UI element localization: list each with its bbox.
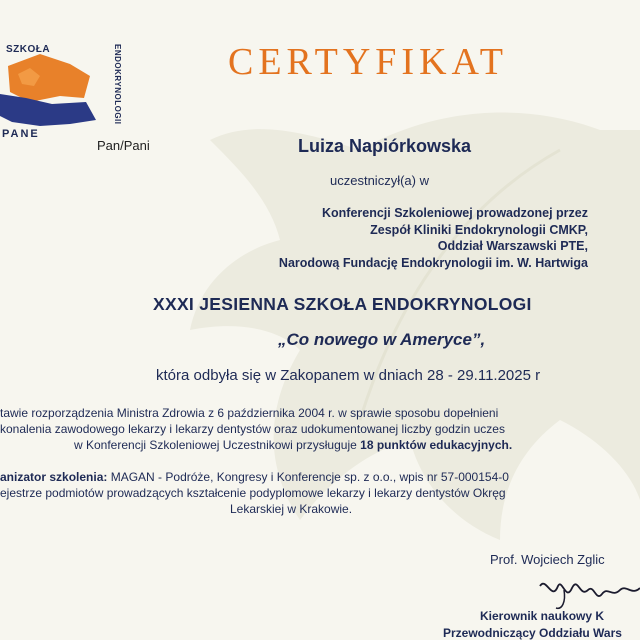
event-subtitle: „Co nowego w Ameryce”, <box>278 330 486 349</box>
signatory-role-scientific: Kierownik naukowy K <box>480 609 605 623</box>
conference-line: Oddział Warszawski PTE, <box>437 239 588 253</box>
logo-endocrinology-text: ENDOKRYNOLOGII <box>113 44 122 125</box>
legal-line: w Konferencji Szkoleniowej Uczestnikowi przysługuje <box>74 438 357 452</box>
conference-organizers <box>188 205 588 271</box>
education-points: 18 punktów edukacyjnych. <box>360 438 513 452</box>
legal-line-points <box>74 437 512 453</box>
certificate-title: CERTYFIKAT <box>228 41 508 83</box>
conference-line: Konferencji Szkoleniowej prowadzonej przez <box>321 206 588 220</box>
logo-school-text: SZKOŁA <box>6 44 51 55</box>
place-and-date: która odbyła się w Zakopanem w dniach 28 - 29.11.2025 r <box>156 367 541 384</box>
signatory-name: Prof. Wojciech Zglic <box>490 552 605 567</box>
organizer-value: MAGAN - Podróże, Kongresy i Konferencje sp. z o.o., wpis nr 57-000154-0 <box>110 470 509 484</box>
conference-line: Narodową Fundację Endokrynologii im. W. Hartwiga <box>278 255 588 270</box>
organizer-line <box>0 469 509 485</box>
salutation-label: Pan/Pani <box>97 138 150 153</box>
signatory-role-chair: Przewodniczący Oddziału Wars <box>443 626 622 640</box>
conference-line: Zespół Kliniki Endokrynologii CMKP, <box>370 222 588 237</box>
logo-bottom-text: PANE <box>2 128 40 140</box>
recipient-name: Luiza Napiórkowska <box>298 136 472 156</box>
legal-line: tawie rozporządzenia Ministra Zdrowia z 6 października 2004 r. w sprawie sposobu dopełnieni <box>0 406 499 420</box>
organizer-line: ejestrze podmiotów prowadzących kształcenie podyplomowe lekarzy i lekarzy dentystów Okręg <box>0 486 506 500</box>
organizer-line: Lekarskiej w Krakowie. <box>230 502 353 516</box>
participated-text: uczestniczył(a) w <box>330 173 429 188</box>
legal-line: konalenia zawodowego lekarzy i lekarzy dentystów oraz udokumentowanej liczby godzin uczes <box>0 422 505 436</box>
handwritten-signature <box>536 572 640 612</box>
event-title: XXXI JESIENNA SZKOŁA ENDOKRYNOLOGI <box>153 294 532 314</box>
organizer-label: anizator szkolenia: <box>0 470 108 484</box>
